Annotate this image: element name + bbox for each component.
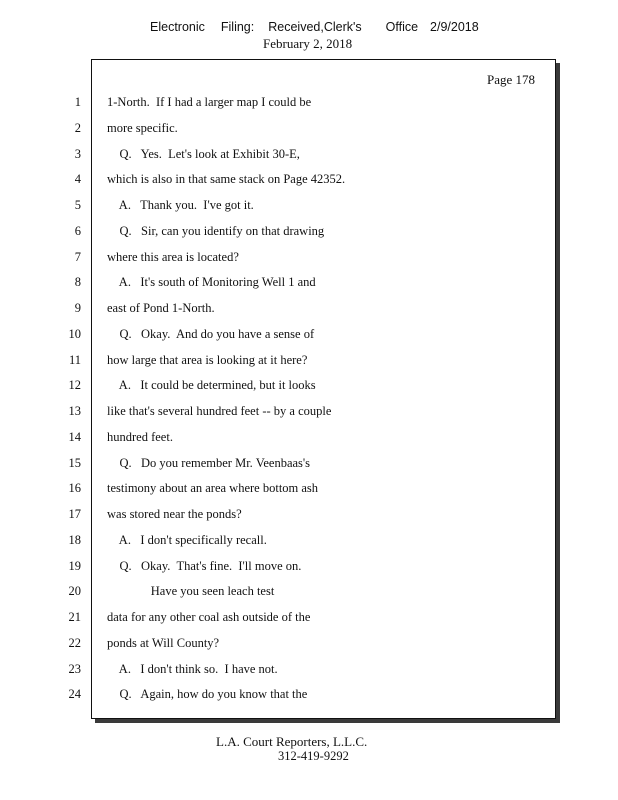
line-number: 13 [68, 404, 81, 418]
line-text: like that's several hundred feet -- by a couple [107, 404, 332, 418]
line-text: testimony about an area where bottom ash [107, 481, 319, 496]
filed-date: February 2, 2018 [263, 36, 353, 51]
line-text: Q. Again, how do you know that the [107, 687, 308, 702]
line-number: 4 [74, 172, 81, 187]
filing-stamp [150, 20, 479, 34]
line-number: 24 [68, 687, 81, 702]
line-text: A. Thank you. I've got it. [107, 198, 254, 212]
line-number: 17 [68, 507, 81, 521]
line-text: where this area is located? [107, 249, 239, 264]
line-text: A. It's south of Monitoring Well 1 and [107, 275, 316, 290]
stamp-date: 2/9/2018 [430, 20, 479, 34]
page-number: Page 178 [487, 72, 536, 87]
line-number: 21 [68, 610, 81, 624]
line-number: 18 [68, 532, 81, 547]
line-number: 12 [68, 378, 81, 393]
stamp-filing: Filing: [220, 20, 255, 34]
line-number: 14 [68, 429, 81, 444]
line-number: 15 [68, 455, 81, 470]
line-number: 9 [74, 301, 81, 315]
line-text: data for any other coal ash outside of the [107, 610, 311, 624]
stamp-office: Office [385, 20, 419, 34]
line-text: A. I don't think so. I have not. [107, 661, 278, 676]
line-number: 8 [74, 275, 81, 290]
line-text: A. I don't specifically recall. [107, 532, 267, 547]
line-number: 6 [74, 223, 81, 238]
line-number: 11 [68, 352, 81, 367]
line-number: 16 [68, 481, 81, 496]
line-text: Have you seen leach test [107, 584, 275, 599]
line-number: 22 [68, 635, 81, 650]
line-text: Q. Do you remember Mr. Veenbaas's [107, 455, 311, 470]
line-text: A. It could be determined, but it looks [107, 378, 316, 393]
line-text: Q. Okay. That's fine. I'll move on. [107, 558, 302, 573]
line-number: 10 [68, 326, 81, 341]
line-number: 1 [74, 95, 81, 109]
reporter-phone: 312-419-9292 [278, 749, 349, 763]
line-text: hundred feet. [107, 429, 173, 444]
line-text: which is also in that same stack on Page 42352. [107, 172, 346, 187]
line-number: 23 [68, 661, 81, 676]
line-text: Q. Yes. Let's look at Exhibit 30-E, [107, 146, 300, 161]
reporter-company: L.A. Court Reporters, L.L.C. [216, 734, 368, 749]
line-number: 5 [74, 198, 81, 212]
line-number: 3 [74, 146, 81, 161]
line-text: how large that area is looking at it here? [107, 352, 308, 367]
line-text: more specific. [107, 120, 178, 135]
line-text: Q. Okay. And do you have a sense of [107, 326, 315, 341]
line-number: 20 [68, 584, 81, 599]
line-number: 2 [74, 120, 81, 135]
line-number: 7 [74, 249, 81, 264]
line-text: ponds at Will County? [107, 635, 220, 650]
stamp-electronic: Electronic [150, 20, 205, 34]
line-number: 19 [68, 558, 81, 573]
stamp-received-clerks: Received,Clerk's [268, 20, 362, 34]
line-text: east of Pond 1-North. [107, 301, 215, 315]
line-text: was stored near the ponds? [107, 507, 242, 521]
line-text: Q. Sir, can you identify on that drawing [107, 223, 325, 238]
line-text: 1-North. If I had a larger map I could be [107, 95, 312, 109]
